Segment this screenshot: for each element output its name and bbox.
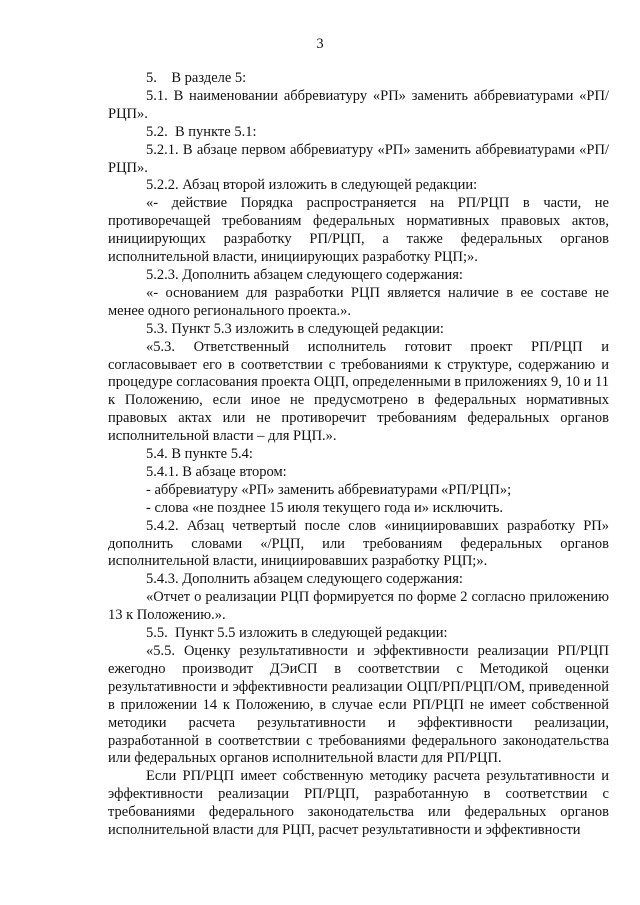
paragraph-section-5: 5. В разделе 5: [146, 70, 247, 86]
page-number: 3 [316, 36, 324, 52]
paragraph-5-5: 5.5. Пункт 5.5 изложить в следующей редакции: [146, 625, 448, 642]
paragraph-5-2-1: 5.2.1. В абзаце первом аббревиатуру «РП» заменить аббревиатурами «РП/РЦП». [108, 141, 609, 176]
list-item-words: - слова «не позднее 15 июля текущего года и» исключить. [146, 499, 503, 516]
quote-5-3: «5.3. Ответственный исполнитель готовит проект РП/РЦП и согласовывает его в соответствии с требованиями к структуре, содержанию и процедуре согласования проекта ОЦП, определенными в приложениях 9, 10 и 11 к Положению, если иное не предусмотрено в федеральных нормативных правовых актах или не противоречит требованиям федеральных органов исполнительной власти – для РЦП.». [108, 338, 609, 445]
quote-5-4-3: «Отчет о реализации РЦП формируется по форме 2 согласно приложению 13 к Положению.». [108, 589, 609, 624]
document-body [108, 70, 609, 840]
paragraph-5-2-3: 5.2.3. Дополнить абзацем следующего содержания: [146, 266, 463, 283]
quote-5-5: «5.5. Оценку результативности и эффективности реализации РП/РЦП ежегодно производит ДЭиСП в соответствии с Методикой оценки результативности и эффективности реализации ОЦП/РП/РЦП/ОМ, приведенной в приложении 14 к Положению, в случае если РП/РЦП не имеет собственной методики расчета результативности и эффективности реализации, разработанной в соответствии с требованиями федерального законодательства или федеральных органов исполнительной власти для РП/РЦП. [108, 643, 609, 767]
list-item-abbreviation: - аббревиатуру «РП» заменить аббревиатурами «РП/РЦП»; [146, 481, 512, 498]
paragraph-5-4-1: 5.4.1. В абзаце втором: [146, 463, 287, 480]
quote-5-2-3: «- основанием для разработки РЦП является наличие в ее составе не менее одного регионального проекта.». [108, 284, 609, 319]
paragraph-5-4-2: 5.4.2. Абзац четвертый после слов «инициировавших разработку РП» дополнить словами «/РЦП, или требованиям федеральных органов исполнительной власти, инициировавших разработку РЦП;». [108, 517, 609, 570]
paragraph-5-4: 5.4. В пункте 5.4: [146, 446, 253, 463]
paragraph-5-2-2: 5.2.2. Абзац второй изложить в следующей редакции: [146, 177, 478, 194]
paragraph-5-1: 5.1. В наименовании аббревиатуру «РП» заменить аббревиатурами «РП/РЦП». [108, 87, 609, 122]
paragraph-5-4-3: 5.4.3. Дополнить абзацем следующего содержания: [146, 571, 463, 588]
paragraph-5-2: 5.2. В пункте 5.1: [146, 123, 257, 140]
paragraph-5-3: 5.3. Пункт 5.3 изложить в следующей редакции: [146, 320, 444, 337]
quote-5-5-continued: Если РП/РЦП имеет собственную методику расчета результативности и эффективности реализации РП/РЦП, разработанную в соответствии с требованиями федерального законодательства или федеральных органов исполнительной власти для РЦП, расчет результативности и эффективности [108, 768, 609, 839]
quote-5-2-2: «- действие Порядка распространяется на РП/РЦП в части, не противоречащей требованиям федеральных нормативных правовых актов, инициирующих разработку РП/РЦП, а также федеральных органов исполнительной власти, инициирующих разработку РЦП;». [108, 195, 609, 266]
